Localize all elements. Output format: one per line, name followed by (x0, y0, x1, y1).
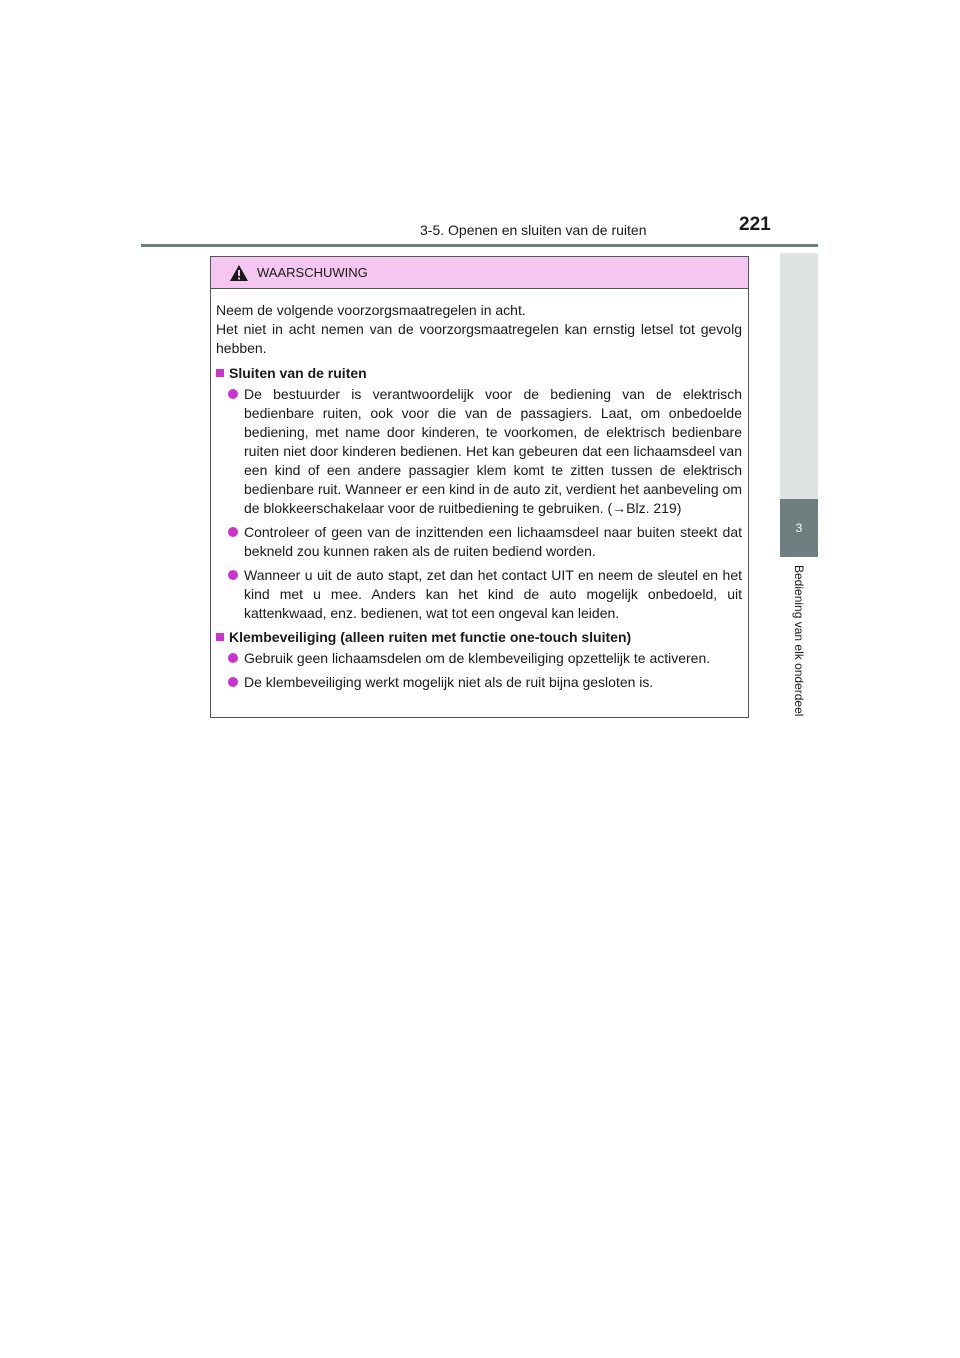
list-item: De bestuurder is verantwoordelijk voor de bediening van de elektrisch bedienbare ruiten, ook voor die van de passagiers. Laat, om onbedoelde bediening, met name door kinderen, te voorkomen, de elektrisch bedienbare ruiten niet door kinderen bedienen. Het kan gebeuren dat een lichaamsdeel van een kind of een andere passagier klem komt te zitten tussen de elektrisch bedienbare ruit. Wanneer er een kind in de auto zit, verdient het aanbeveling om de blokkeerschakelaar voor de ruitbediening te gebruiken. (→Blz. 219) (228, 385, 742, 518)
side-tab-label: Bediening van elk onderdeel (792, 565, 806, 717)
square-bullet-icon (216, 633, 224, 641)
circle-bullet-icon (228, 527, 238, 537)
warning-intro-1: Neem de volgende voorzorgsmaatregelen in acht. (216, 302, 526, 318)
square-bullet-icon (216, 369, 224, 377)
side-tab-top (780, 253, 818, 499)
section-title: 3-5. Openen en sluiten van de ruiten (420, 222, 647, 238)
section-heading: Sluiten van de ruiten (216, 364, 742, 383)
warning-body (211, 289, 748, 692)
warning-triangle-icon (229, 264, 249, 282)
warning-title: WAARSCHUWING (257, 265, 368, 280)
circle-bullet-icon (228, 677, 238, 687)
circle-bullet-icon (228, 653, 238, 663)
header-rule (141, 244, 818, 247)
side-tab (780, 557, 818, 757)
list-item: Wanneer u uit de auto stapt, zet dan het contact UIT en neem de sleutel en het kind met u mee. Anders kan het kind de auto mogelijk onbedoeld, uit kattenkwaad, enz. bedienen, wat tot een ongeval kan leiden. (228, 566, 742, 623)
list-item: Controleer of geen van de inzittenden een lichaamsdeel naar buiten steekt dat bekneld zou kunnen raken als de ruiten bediend worden. (228, 523, 742, 561)
section-heading: Klembeveiliging (alleen ruiten met functie one-touch sluiten) (216, 628, 742, 647)
list-item: De klembeveiliging werkt mogelijk niet als de ruit bijna gesloten is. (228, 673, 742, 692)
side-tab-number: 3 (780, 499, 818, 557)
list-item: Gebruik geen lichaamsdelen om de klembeveiliging opzettelijk te activeren. (228, 649, 742, 668)
page-number: 221 (739, 214, 771, 235)
circle-bullet-icon (228, 570, 238, 580)
warning-box (210, 256, 749, 718)
warning-header (211, 257, 748, 289)
warning-intro-2: Het niet in acht nemen van de voorzorgsmaatregelen kan ernstig letsel tot gevolg hebben. (216, 321, 742, 356)
circle-bullet-icon (228, 389, 238, 399)
